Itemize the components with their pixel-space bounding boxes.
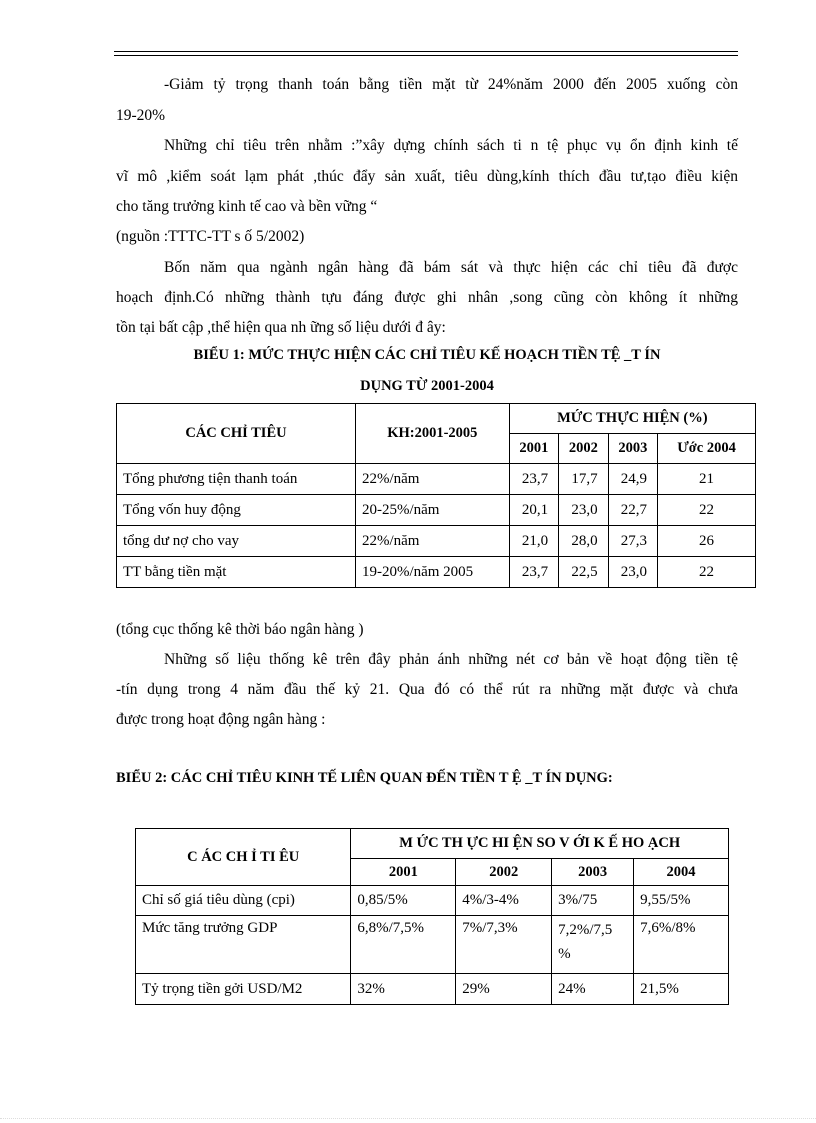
table1-cell-value: 21 xyxy=(658,464,756,495)
table1-year-header: 2003 xyxy=(608,434,657,464)
table2-cell-value-wrapped xyxy=(552,916,634,974)
source-note-1: (nguồn :TTTC-TT s ố 5/2002) xyxy=(116,228,305,245)
table1-cell-value: 22 xyxy=(658,495,756,526)
table2-cell-value: 9,55/5% xyxy=(634,886,729,916)
source-note-2: (tổng cục thống kê thời báo ngân hàng ) xyxy=(116,621,364,638)
table2-cell-value: 21,5% xyxy=(634,974,729,1005)
table2-cell-value: 29% xyxy=(456,974,552,1005)
table1-cell-value: 22 xyxy=(658,557,756,588)
table-row xyxy=(117,464,756,495)
para3-line2: hoạch định.Có những thành tựu đáng được ghi nhân ,song cũng còn không ít những xyxy=(116,289,738,306)
header-rule-thin xyxy=(114,55,738,56)
table1-cell-name: tổng dư nợ cho vay xyxy=(117,526,356,557)
table1-header-plan: KH:2001-2005 xyxy=(355,404,509,464)
table-row xyxy=(136,974,729,1005)
table2-cell-value-line2: % xyxy=(558,946,571,962)
page-bottom-border xyxy=(0,1118,816,1119)
table-row xyxy=(136,886,729,916)
table1-cell-value: 23,7 xyxy=(509,557,558,588)
table2-caption: BIỂU 2: CÁC CHỈ TIÊU KINH TẾ LIÊN QUAN ĐẾN TIỀN T Ệ _T ÍN DỤNG: xyxy=(116,770,613,786)
table2-cell-value: 6,8%/7,5% xyxy=(351,916,456,974)
table1-year-header: 2002 xyxy=(559,434,608,464)
table2-cell-name: Chỉ số giá tiêu dùng (cpi) xyxy=(136,886,351,916)
table1-caption-line1: BIỂU 1: MỨC THỰC HIỆN CÁC CHỈ TIÊU KẾ HOẠCH TIỀN TỆ _T ÍN xyxy=(193,347,661,363)
table1-cell-value: 22,7 xyxy=(608,495,657,526)
table2-header-result: M ỨC TH ỰC HI ỆN SO V ỚI K Ế HO ẠCH xyxy=(351,829,729,859)
table2 xyxy=(135,828,729,1005)
table1-year-header: Ước 2004 xyxy=(658,434,756,464)
para2-line1: Những chỉ tiêu trên nhằm :”xây dựng chính sách ti n tệ phục vụ ổn định kinh tế xyxy=(164,137,738,154)
table2-cell-name: Tỷ trọng tiền gởi USD/M2 xyxy=(136,974,351,1005)
table1-cell-value: 20,1 xyxy=(509,495,558,526)
table-row xyxy=(136,916,729,974)
table1-header-indicator: CÁC CHỈ TIÊU xyxy=(117,404,356,464)
para1-line2: 19-20% xyxy=(116,107,166,124)
table-row xyxy=(117,557,756,588)
table1-cell-value: 27,3 xyxy=(608,526,657,557)
table1-cell-name: TT bằng tiền mặt xyxy=(117,557,356,588)
table1-cell-plan: 19-20%/năm 2005 xyxy=(355,557,509,588)
table1-cell-name: Tổng vốn huy động xyxy=(117,495,356,526)
table1-cell-plan: 22%/năm xyxy=(355,464,509,495)
table1-cell-plan: 22%/năm xyxy=(355,526,509,557)
table2-year-header: 2004 xyxy=(634,859,729,886)
table2-header-indicator: C ÁC CH Ỉ TI ÊU xyxy=(136,829,351,886)
para2-line2: vĩ mô ,kiểm soát lạm phát ,thúc đẩy sản xuất, tiêu dùng,kính thích đầu tư,tạo điều kiện xyxy=(116,168,738,185)
table1-cell-value: 22,5 xyxy=(559,557,608,588)
table1-header-result: MỨC THỰC HIỆN (%) xyxy=(509,404,755,434)
table2-cell-value: 3%/75 xyxy=(552,886,634,916)
table1-cell-plan: 20-25%/năm xyxy=(355,495,509,526)
table-row xyxy=(117,495,756,526)
table1-cell-value: 24,9 xyxy=(608,464,657,495)
table1-caption-line2: DỤNG TỪ 2001-2004 xyxy=(360,378,494,394)
para3-line3: tồn tại bất cập ,thể hiện qua nh ững số liệu dưới đ ây: xyxy=(116,319,446,336)
table2-cell-value: 7%/7,3% xyxy=(456,916,552,974)
table1-cell-value: 23,0 xyxy=(559,495,608,526)
table2-cell-value: 4%/3-4% xyxy=(456,886,552,916)
table2-cell-value: 24% xyxy=(552,974,634,1005)
para2-line3: cho tăng trưởng kinh tế cao và bền vững “ xyxy=(116,198,378,215)
table2-cell-value: 7,6%/8% xyxy=(634,916,729,974)
table1-cell-value: 21,0 xyxy=(509,526,558,557)
table1-cell-value: 26 xyxy=(658,526,756,557)
para4-line3: được trong hoạt động ngân hàng : xyxy=(116,711,326,728)
para4-line2: -tín dụng trong 4 năm đầu thế kỷ 21. Qua đó có thể rút ra những mặt được và chưa xyxy=(116,681,738,698)
table1 xyxy=(116,403,756,588)
table2-cell-value: 0,85/5% xyxy=(351,886,456,916)
table-row xyxy=(117,526,756,557)
para1-line1: -Giảm tỷ trọng thanh toán bằng tiền mặt từ 24%năm 2000 đến 2005 xuống còn xyxy=(164,76,738,93)
table1-year-header: 2001 xyxy=(509,434,558,464)
table1-cell-value: 23,7 xyxy=(509,464,558,495)
table1-cell-value: 23,0 xyxy=(608,557,657,588)
table1-cell-name: Tổng phương tiện thanh toán xyxy=(117,464,356,495)
table2-cell-value-line1: 7,2%/7,5 xyxy=(558,922,613,938)
table2-year-header: 2003 xyxy=(552,859,634,886)
table2-cell-name: Mức tăng trưởng GDP xyxy=(136,916,351,974)
table2-year-header: 2001 xyxy=(351,859,456,886)
table1-cell-value: 28,0 xyxy=(559,526,608,557)
table2-year-header: 2002 xyxy=(456,859,552,886)
table2-cell-value: 32% xyxy=(351,974,456,1005)
header-rule xyxy=(114,51,738,52)
para3-line1: Bốn năm qua ngành ngân hàng đã bám sát và thực hiện các chỉ tiêu đã được xyxy=(164,259,738,276)
para4-line1: Những số liệu thống kê trên đây phản ánh những nét cơ bản về hoạt động tiền tệ xyxy=(164,651,738,668)
table1-cell-value: 17,7 xyxy=(559,464,608,495)
